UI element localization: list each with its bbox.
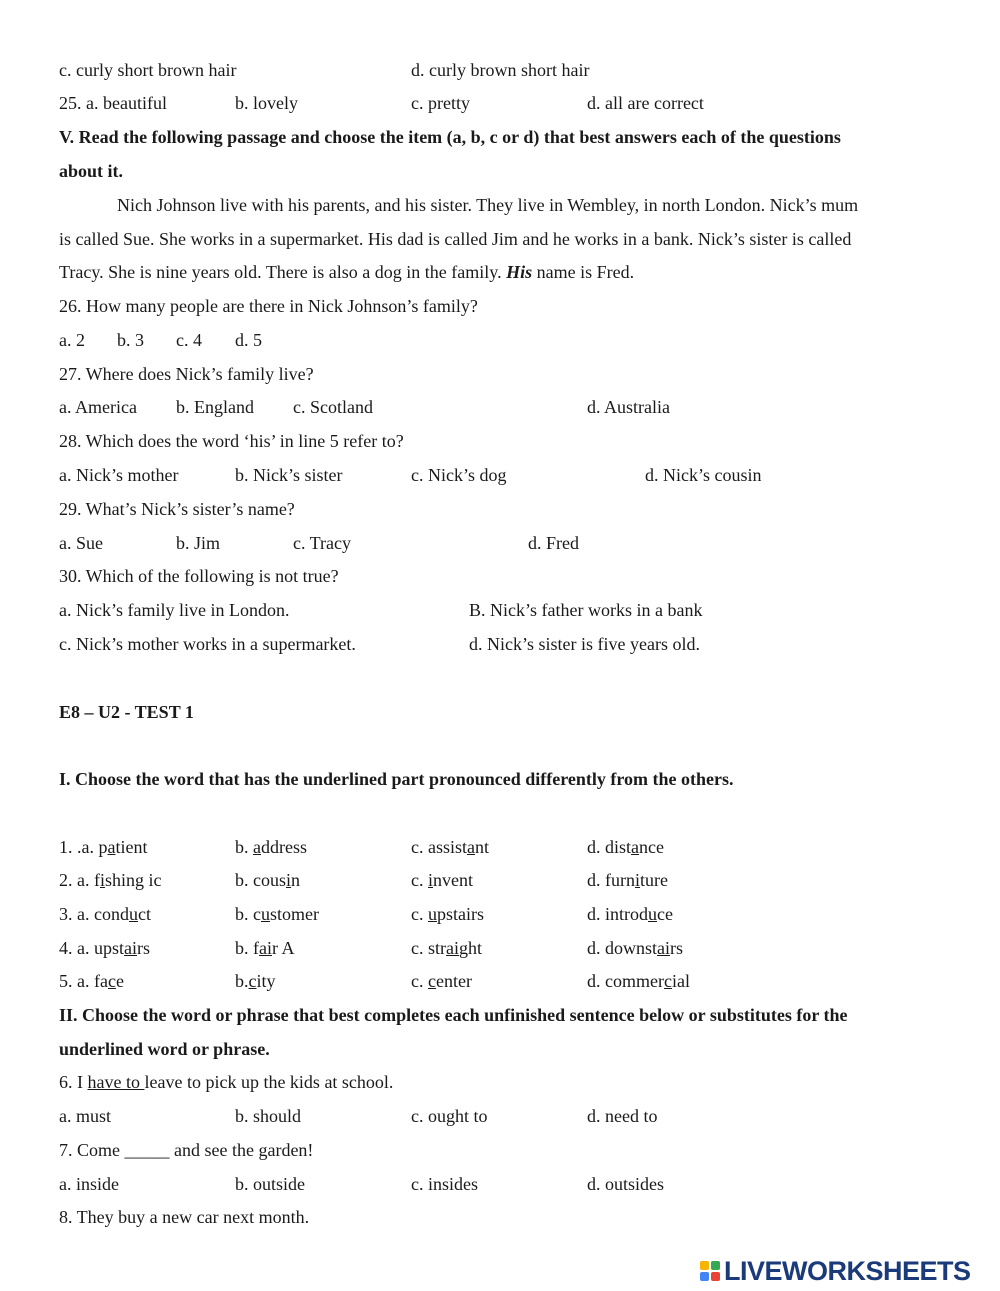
q29-option-a[interactable]: a. Sue [59,533,103,553]
q1-option-a[interactable]: 1. .a. patient [59,837,148,857]
passage-line2: is called Sue. She works in a supermarket. His dad is called Jim and he works in a bank. Nick’s sister is called [59,229,852,249]
q25-option-b: b. lovely [235,93,298,113]
logo-square-1 [700,1261,709,1270]
section-v-heading-line1: V. Read the following passage and choose the item (a, b, c or d) that best answers each of the questions [59,127,841,147]
q28-option-c[interactable]: c. Nick’s dog [411,465,507,485]
q5-option-b[interactable]: b.city [235,971,276,991]
question-26: 26. How many people are there in Nick Johnson’s family? [59,296,478,316]
q29-option-d[interactable]: d. Fred [528,533,579,553]
q6-option-d[interactable]: d. need to [587,1106,658,1126]
q1-option-c[interactable]: c. assistant [411,837,490,857]
question-29: 29. What’s Nick’s sister’s name? [59,499,295,519]
q30-option-c[interactable]: c. Nick’s mother works in a supermarket. [59,634,356,654]
q5-option-a[interactable]: 5. a. face [59,971,124,991]
q30-option-b[interactable]: B. Nick’s father works in a bank [469,600,703,620]
liveworksheets-logo[interactable] [700,1256,995,1286]
q25-option-d: d. all are correct [587,93,704,113]
q25-option-c: c. pretty [411,93,470,113]
section-ii-heading-line1: II. Choose the word or phrase that best completes each unfinished sentence below or substitutes for the [59,1005,848,1025]
q1-option-d[interactable]: d. distance [587,837,664,857]
q28-option-d[interactable]: d. Nick’s cousin [645,465,762,485]
passage-line3-end: name is Fred. [536,262,635,282]
q6-option-b[interactable]: b. should [235,1106,302,1126]
q24-option-c: c. curly short brown hair [59,60,237,80]
q26-option-d[interactable]: d. 5 [235,330,262,350]
q27-option-b[interactable]: b. England [176,397,254,417]
test-title: E8 – U2 - TEST 1 [59,702,194,722]
q7-option-d[interactable]: d. outsides [587,1174,665,1194]
q4-option-d[interactable]: d. downstairs [587,938,684,958]
q6-underlined-phrase: have to [87,1072,145,1092]
q6-option-a[interactable]: a. must [59,1106,111,1126]
q27-option-c[interactable]: c. Scotland [293,397,373,417]
passage-his-emphasis: His [506,262,533,282]
q30-option-d[interactable]: d. Nick’s sister is five years old. [469,634,700,654]
q26-option-b[interactable]: b. 3 [117,330,144,350]
q5-option-c[interactable]: c. center [411,971,472,991]
q2-option-c[interactable]: c. invent [411,870,474,890]
q3-option-c[interactable]: c. upstairs [411,904,484,924]
q3-option-d[interactable]: d. introduce [587,904,673,924]
passage-line1: Nich Johnson live with his parents, and his sister. They live in Wembley, in north London. Nick’s mum [117,195,859,215]
q27-option-d[interactable]: d. Australia [587,397,670,417]
passage-line3 [59,261,634,283]
question-7: 7. Come _____ and see the garden! [59,1140,314,1160]
question-30: 30. Which of the following is not true? [59,566,339,586]
q27-option-a[interactable]: a. America [59,397,137,417]
q2-option-d[interactable]: d. furniture [587,870,668,890]
q4-option-c[interactable]: c. straight [411,938,483,958]
logo-square-2 [711,1261,720,1270]
q30-option-a[interactable]: a. Nick’s family live in London. [59,600,290,620]
liveworksheets-logo-text: LIVEWORKSHEETS [724,1255,971,1286]
q29-option-b[interactable]: b. Jim [176,533,221,553]
q3-option-a[interactable]: 3. a. conduct [59,904,151,924]
q24-option-d: d. curly brown short hair [411,60,590,80]
passage-line3-start: Tracy. She is nine years old. There is also a dog in the family. [59,262,502,282]
section-i-heading: I. Choose the word that has the underlined part pronounced differently from the others. [59,769,734,789]
question-28: 28. Which does the word ‘his’ in line 5 refer to? [59,431,404,451]
q3-option-b[interactable]: b. customer [235,904,319,924]
liveworksheets-logo-icon [700,1261,720,1281]
logo-square-4 [711,1272,720,1281]
section-v-heading-line2: about it. [59,161,124,181]
q7-option-c[interactable]: c. insides [411,1174,478,1194]
logo-square-3 [700,1272,709,1281]
q28-option-b[interactable]: b. Nick’s sister [235,465,343,485]
q25-option-a: 25. a. beautiful [59,93,167,113]
q29-option-c[interactable]: c. Tracy [293,533,351,553]
q4-option-a[interactable]: 4. a. upstairs [59,938,150,958]
q7-option-b[interactable]: b. outside [235,1174,305,1194]
q4-option-b[interactable]: b. fair A [235,938,295,958]
q2-option-b[interactable]: b. cousin [235,870,301,890]
q6-option-c[interactable]: c. ought to [411,1106,488,1126]
q26-option-c[interactable]: c. 4 [176,330,202,350]
q1-option-b[interactable]: b. address [235,837,307,857]
q5-option-d[interactable]: d. commercial [587,971,690,991]
q7-option-a[interactable]: a. inside [59,1174,119,1194]
section-ii-heading-line2: underlined word or phrase. [59,1039,270,1059]
question-6: 6. I have to leave to pick up the kids at school. [59,1072,394,1092]
q2-option-a[interactable]: 2. a. fishing ic [59,870,162,890]
question-27: 27. Where does Nick’s family live? [59,364,314,384]
q28-option-a[interactable]: a. Nick’s mother [59,465,179,485]
q26-option-a[interactable]: a. 2 [59,330,85,350]
question-8: 8. They buy a new car next month. [59,1207,310,1227]
